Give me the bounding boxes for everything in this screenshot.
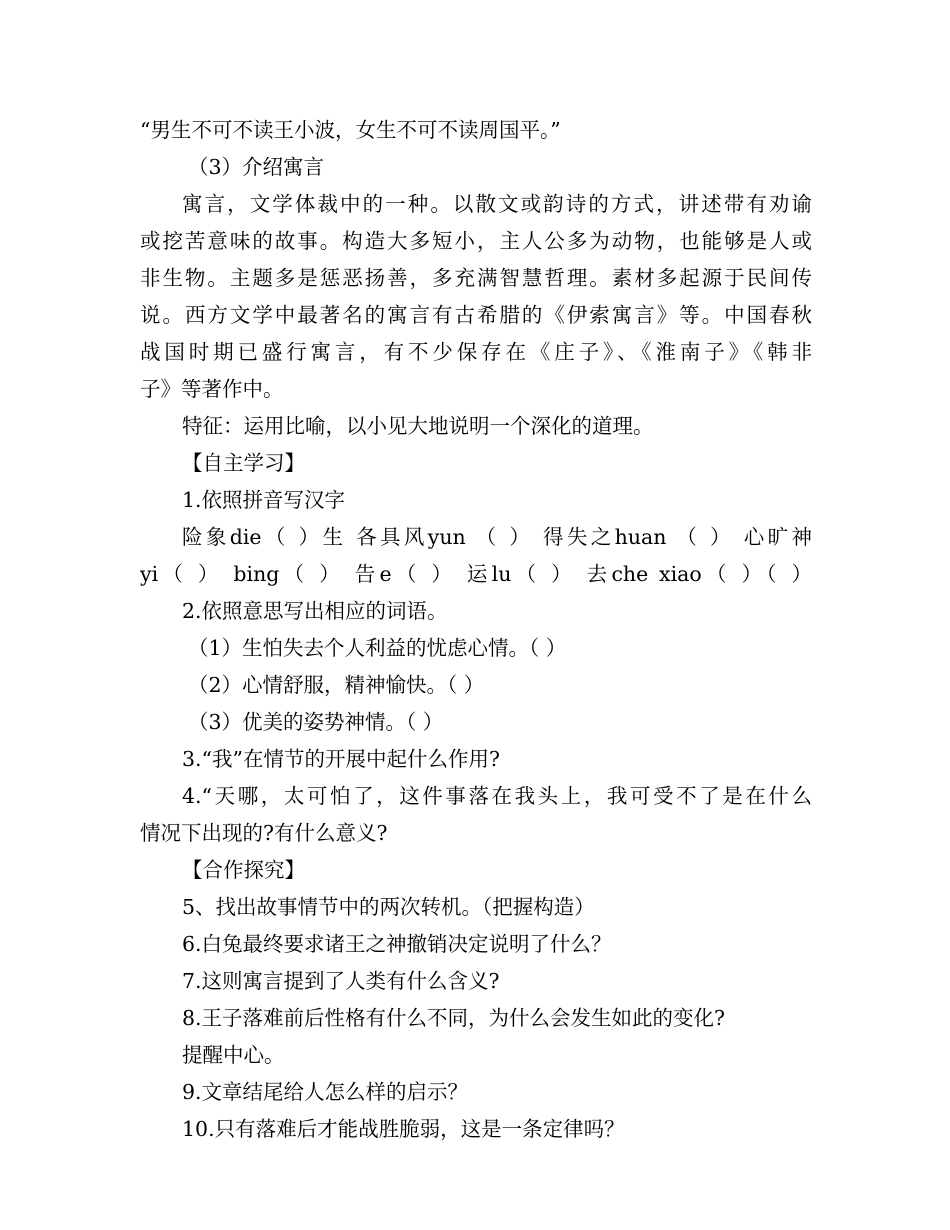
question-9: 9.文章结尾给人怎么样的启示？: [182, 1080, 469, 1104]
question-3: 3.“我”在情节的开展中起什么作用?: [182, 747, 501, 771]
question-2-item: （3）优美的姿势神情。（ ）: [188, 710, 444, 734]
question-2-item: （2）心情舒服，精神愉快。（ ）: [188, 673, 485, 697]
question-5: 5、找出故事情节中的两次转机。（把握构造）: [182, 895, 595, 919]
question-10: 10.只有落难后才能战胜脆弱，这是一条定律吗？: [182, 1117, 625, 1141]
question-7: 7.这则寓言提到了人类有什么含义?: [182, 969, 500, 993]
paragraph-line: 寓言，文学体裁中的一种。以散文或韵诗的方式，讲述带有劝谕: [182, 192, 812, 216]
hint-line: 提醒中心。: [182, 1043, 285, 1067]
paragraph-line: 战国时期已盛行寓言，有不少保存在《庄子》、《淮南子》《韩非: [140, 340, 812, 364]
question-2-item: （1）生怕失去个人利益的忧虑心情。（ ）: [188, 636, 567, 660]
quote-line: “男生不可不读王小波，女生不可不读周国平。”: [140, 118, 561, 142]
pinyin-line: 险象die（ ）生 各具风yun （ ） 得失之huan （ ） 心旷神: [182, 525, 812, 549]
paragraph-line: 子》等著作中。: [140, 377, 284, 401]
feature-line: 特征：运用比喻，以小见大地说明一个深化的道理。: [182, 414, 654, 438]
question-2: 2.依照意思写出相应的词语。: [182, 599, 448, 623]
question-1: 1.依照拼音写汉字: [182, 488, 346, 512]
section-heading-cooperation: 【合作探究】: [182, 858, 305, 882]
question-4-continued: 情况下出现的?有什么意义?: [140, 821, 388, 845]
question-4: 4.“天哪，太可怕了，这件事落在我头上，我可受不了是在什么: [182, 784, 812, 808]
section-heading-self-study: 【自主学习】: [182, 451, 305, 475]
paragraph-line: 或挖苦意味的故事。构造大多短小，主人公多为动物，也能够是人或: [140, 229, 812, 253]
question-6: 6.白兔最终要求诸王之神撤销决定说明了什么？: [182, 932, 612, 956]
question-8: 8.王子落难前后性格有什么不同，为什么会发生如此的变化?: [182, 1006, 726, 1030]
paragraph-line: 非生物。主题多是惩恶扬善，多充满智慧哲理。素材多起源于民间传: [140, 266, 812, 290]
paragraph-line: 说。西方文学中最著名的寓言有古希腊的《伊索寓言》等。中国春秋: [140, 303, 812, 327]
section-heading-fable: （3）介绍寓言: [188, 155, 325, 179]
document-page: [140, 112, 812, 1148]
pinyin-line: yi（ ） bing（ ） 告e（ ） 运lu（ ） 去che xiao（ ）（ ）: [140, 562, 812, 586]
